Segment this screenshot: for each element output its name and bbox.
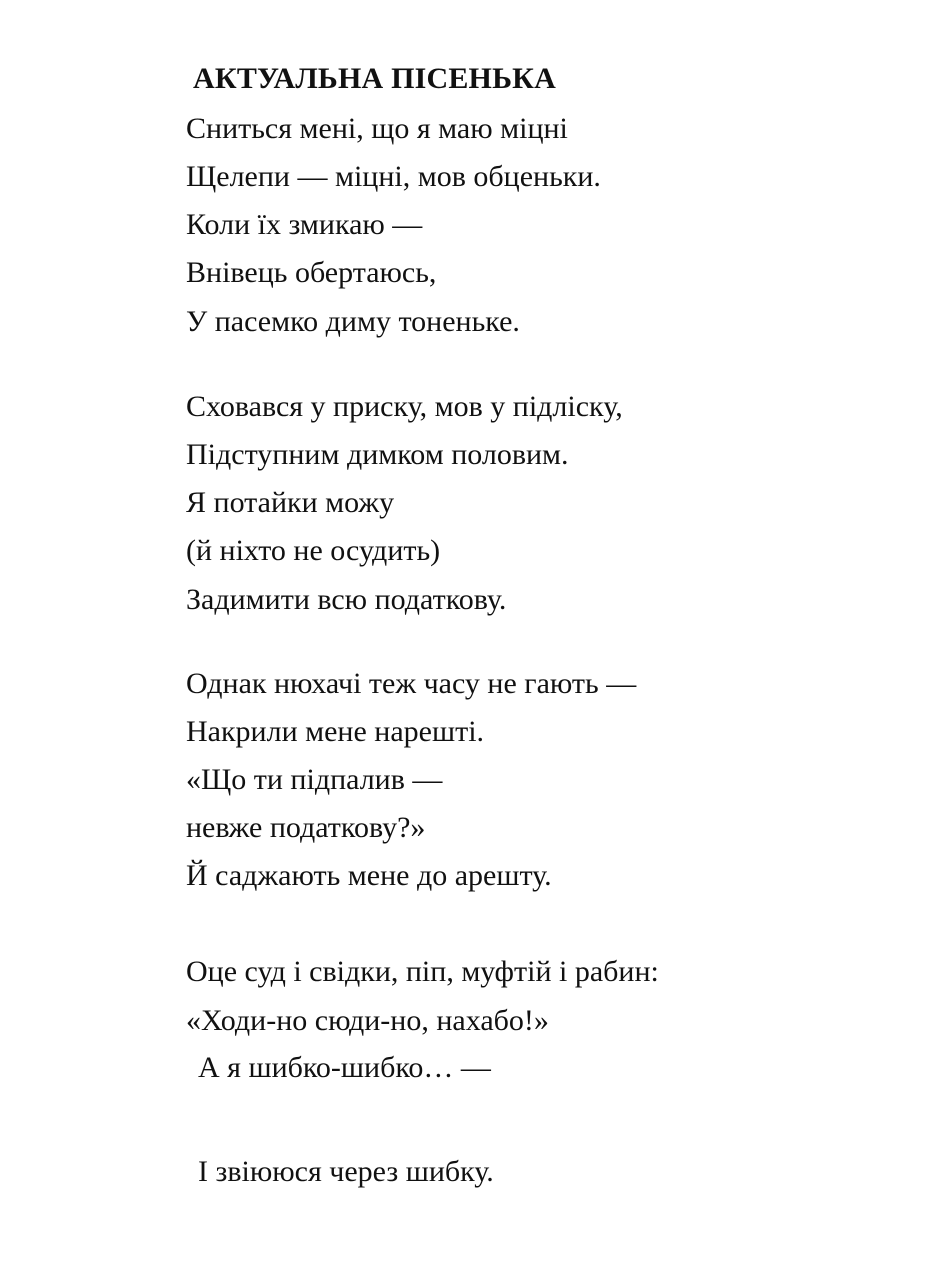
poem-line: Внівець обертаюсь, [186,256,437,289]
poem-line: «Що ти підпалив — [186,763,443,796]
poem-line: Коли їх змикаю — [186,208,423,241]
poem-line: Оце суд і свідки, піп, муфтій і рабин: [186,955,659,988]
poem-line: Задимити всю податкову. [186,583,507,616]
poem-line: Однак нюхачі теж часу не гають — [186,667,637,700]
poem-line: Й саджають мене до арешту. [186,859,552,892]
poem-line: невже податкову?» [186,811,426,844]
poem-line: А я шибко-шибко… — [198,1051,491,1084]
poem-line: І звіююся через шибку. [198,1155,494,1188]
poem-line: (й ніхто не осудить) [186,534,441,567]
poem-line: У пасемко диму тоненьке. [186,305,520,338]
poem-line: Щелепи — міцні, мов обценьки. [186,160,601,193]
poem-line: Сниться мені, що я маю міцні [186,112,568,145]
poem-line: Сховався у приску, мов у підліску, [186,390,623,423]
poem-line: Накрили мене нарешті. [186,715,485,748]
poem-title: АКТУАЛЬНА ПІСЕНЬКА [193,62,556,95]
poem-line: «Ходи-но сюди-но, нахабо!» [186,1004,549,1037]
poem-line: Підступним димком половим. [186,438,569,471]
poem-line: Я потайки можу [186,486,395,519]
